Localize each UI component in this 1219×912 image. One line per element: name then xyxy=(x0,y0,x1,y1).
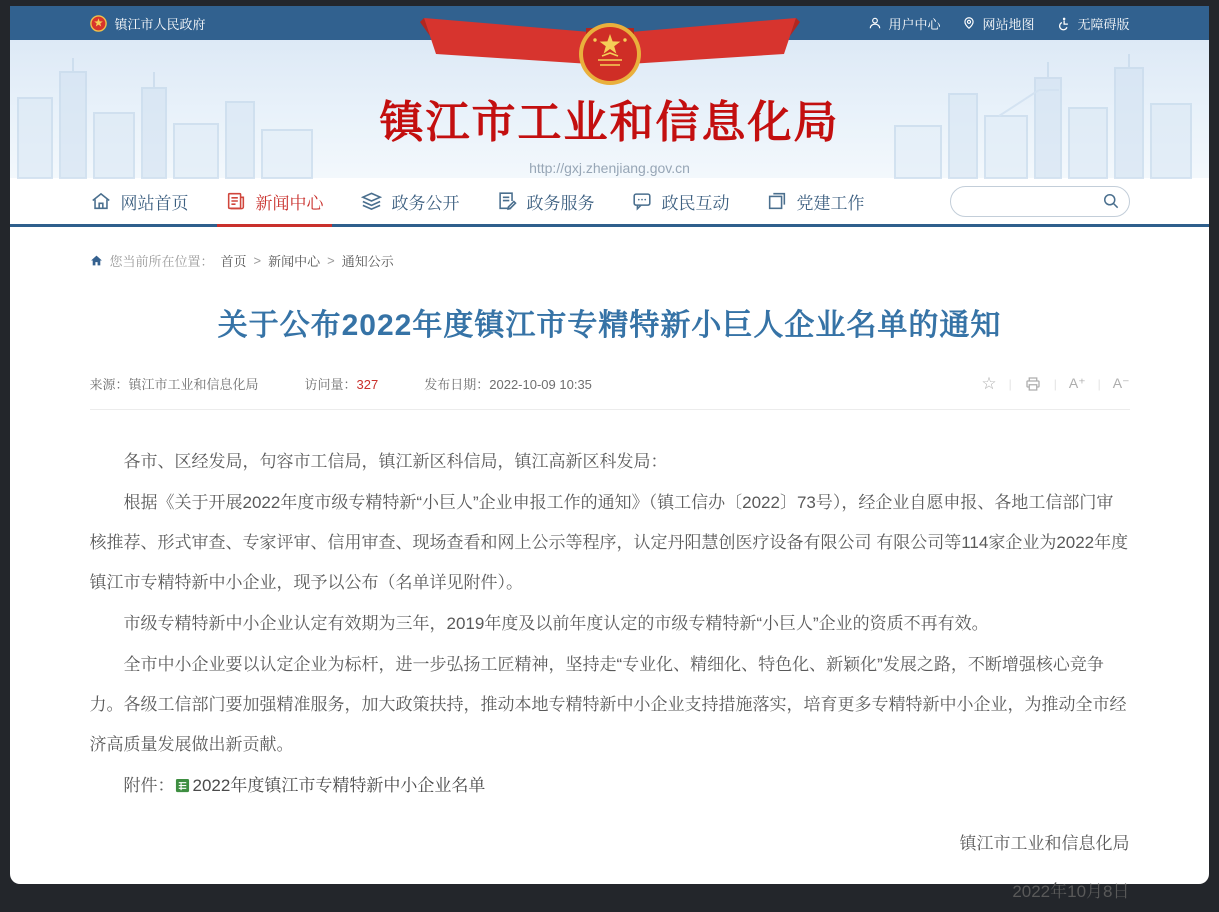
article-title: 关于公布2022年度镇江市专精特新小巨人企业名单的通知 xyxy=(217,309,1002,342)
print-icon[interactable] xyxy=(1024,375,1042,393)
paragraph: 市级专精特新中小企业认定有效期为三年，2019年度及以前年度认定的市级专精特新“小巨人”企业的资质不再有效。 xyxy=(123,614,989,633)
sitemap-link[interactable]: 网站地图 xyxy=(962,14,1034,33)
accessibility-icon xyxy=(1056,16,1071,31)
breadcrumb-separator: > xyxy=(253,253,262,268)
nav-item-gov-service[interactable]: 政务服务 xyxy=(496,178,595,224)
accessibility-link[interactable]: 无障碍版 xyxy=(1056,14,1129,33)
site-header xyxy=(10,6,1209,178)
attachment-link[interactable]: 2022年度镇江市专精特新中小企业名单 xyxy=(192,776,486,795)
attachment-row xyxy=(90,766,1130,806)
nav-item-news[interactable]: 新闻中心 xyxy=(225,178,324,224)
national-emblem-small-icon xyxy=(90,15,107,32)
search-icon[interactable] xyxy=(1101,191,1121,211)
breadcrumb-prefix: 您当前所在位置： xyxy=(109,254,214,269)
gov-portal-link[interactable] xyxy=(90,14,206,33)
breadcrumb xyxy=(90,227,1130,270)
search-box xyxy=(950,186,1130,217)
chat-icon xyxy=(631,190,653,212)
breadcrumb-item-home[interactable]: 首页 xyxy=(220,254,247,269)
paragraph: 根据《关于开展2022年度市级专精特新“小巨人”企业申报工作的通知》（镇工信办〔2022〕73号），经企业自愿申报、各地工信部门审核推荐、形式审查、专家评审、信用审查、现场查看和网上公示等程序，认定丹阳慧创医疗设备有限公司 有限公司等114家企业为2022年度镇江市专精特新中小企业，现予以公布（名单详见附件）。 xyxy=(89,493,1129,592)
page-window xyxy=(10,6,1209,901)
search-input[interactable] xyxy=(965,194,1101,209)
font-decrease-button[interactable]: A⁻ xyxy=(1112,375,1130,391)
paragraph: 各市、区经发局，句容市工信局，镇江新区科信局，镇江高新区科发局： xyxy=(123,452,668,471)
site-banner xyxy=(10,40,1209,178)
attachment-label: 附件： xyxy=(123,776,175,795)
nav-item-home[interactable]: 网站首页 xyxy=(90,178,189,224)
map-pin-icon xyxy=(962,16,976,30)
signature-date: 2022年10月8日 xyxy=(1012,882,1130,901)
doc-pencil-icon xyxy=(496,190,518,212)
nav-item-interaction[interactable]: 政民互动 xyxy=(631,178,730,224)
breadcrumb-separator: > xyxy=(327,253,335,268)
user-center-link[interactable]: 用户中心 xyxy=(868,14,940,33)
book-icon xyxy=(766,190,788,212)
gov-portal-label: 镇江市人民政府 xyxy=(114,16,206,32)
national-emblem-icon xyxy=(579,23,641,85)
article-body xyxy=(90,442,1130,912)
visit-count: 327 xyxy=(356,377,379,392)
signature-org: 镇江市工业和信息化局 xyxy=(959,834,1130,853)
favorite-star-icon[interactable]: ☆ xyxy=(981,374,997,393)
breadcrumb-item-notice[interactable]: 通知公示 xyxy=(341,254,394,269)
meta-source: 来源：镇江市工业和信息化局 xyxy=(89,377,259,392)
main-nav xyxy=(10,178,1209,227)
user-icon xyxy=(868,16,882,30)
nav-item-party[interactable]: 党建工作 xyxy=(766,178,865,224)
home-icon xyxy=(90,190,112,212)
article-meta xyxy=(90,374,1130,410)
layers-icon xyxy=(360,190,383,213)
site-url: http://gxj.zhenjiang.gov.cn xyxy=(529,160,690,176)
breadcrumb-home-icon xyxy=(90,254,103,267)
meta-date: 发布日期：2022-10-09 10:35 xyxy=(424,377,592,392)
meta-visits: 访问量：327 xyxy=(304,377,379,392)
breadcrumb-item-news[interactable]: 新闻中心 xyxy=(268,254,321,269)
nav-item-gov-info[interactable]: 政务公开 xyxy=(360,178,460,224)
site-title: 镇江市工业和信息化局 xyxy=(379,98,840,147)
font-increase-button[interactable]: A⁺ xyxy=(1068,375,1086,391)
article-tools: ☆ | | A⁺ | A⁻ xyxy=(981,374,1130,393)
paragraph: 全市中小企业要以认定企业为标杆，进一步弘扬工匠精神，坚持走“专业化、精细化、特色化、新颖化”发展之路，不断增强核心竞争力。各级工信部门要加强精准服务，加大政策扶持，推动本地专精特新中小企业支持措施落实，培育更多专精特新中小企业，为推动全市经济高质量发展做出新贡献。 xyxy=(89,655,1127,754)
signature-block xyxy=(90,824,1130,912)
news-icon xyxy=(225,190,247,212)
excel-file-icon xyxy=(175,778,190,793)
ribbon-banner xyxy=(420,12,800,98)
